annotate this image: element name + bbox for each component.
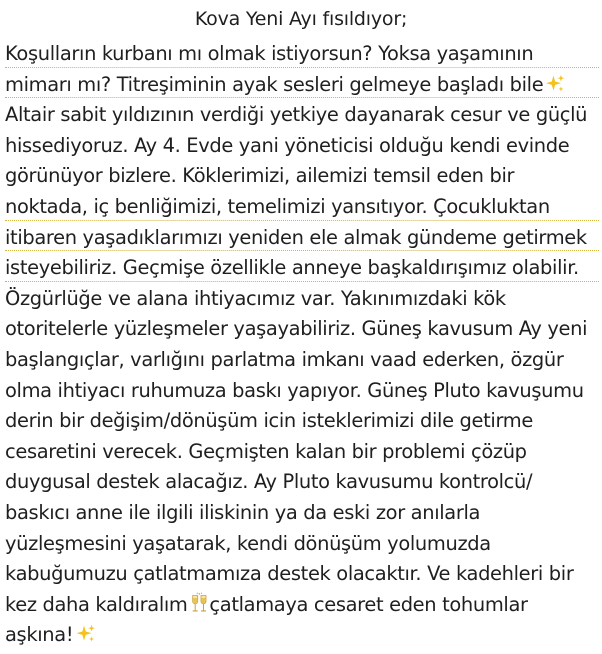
text-line: aşkına! — [5, 620, 599, 651]
clinking-glasses-icon — [189, 592, 209, 624]
text-line: noktada, iç benliğimizi, temelimizi yansıtıyor. Çocukluktan — [5, 192, 599, 223]
text-line: kez daha kaldıralım çatlamaya cesaret eden tohumlar — [5, 590, 599, 621]
text-line: cesaretini verecek. Geçmişten kalan bir problemi çözüp — [5, 439, 527, 463]
sparkles-icon — [545, 73, 565, 104]
sparkles-icon — [75, 623, 95, 654]
text-line: görünüyor bizlere. Köklerimizi, ailemizi temsil eden bir — [5, 164, 515, 188]
text-line: olma ihtiyacı ruhumuza baskı yapıyor. Güneş Pluto kavuşumu — [5, 378, 584, 402]
document-title: Kova Yeni Ayı fısıldıyor; — [194, 8, 408, 30]
text-line: derin bir değişim/dönüşüm icin isteklerimizi dile getirme — [5, 409, 533, 433]
text-line: Özgürlüğe ve alana ihtiyacımız var. Yakınımızdaki kök — [5, 286, 506, 310]
text-line: kabuğumuzu çatlatmamıza destek olacaktır. Ve kadehleri bir — [5, 562, 574, 586]
text-line: mimarı mı? Titreşiminin ayak sesleri gelmeye başladı bile — [5, 70, 599, 101]
text-line: yüzleşmesini yaşatarak, kendi dönüşüm yolumuzda — [5, 531, 491, 555]
text-line: baskıcı anne ile ilgili iliskinin ya da eski zor anılarla — [5, 500, 481, 524]
document-body — [5, 39, 601, 651]
text-line: otoritelerle yüzleşmeler yaşayabiliriz. Güneş kavusum Ay yeni — [5, 317, 588, 341]
text-line: hissediyoruz. Ay 4. Evde yani yöneticisi olduğu kendi evinde — [5, 133, 570, 157]
text-line: isteyebiliriz. Geçmişe özellikle anneye başkaldırışımız olabilir. — [5, 253, 599, 284]
text-line: duygusal destek alacağız. Ay Pluto kavusumu kontrolcü/ — [5, 470, 533, 494]
text-line: Koşulların kurbanı mı olmak istiyorsun? Yoksa yaşamının — [5, 39, 599, 70]
text-line: Altair sabit yıldızının verdiği yetkiye dayanarak cesur ve güçlü — [5, 103, 588, 127]
text-line: itibaren yaşadıklarımızı yeniden ele almak gündeme getirmek — [5, 223, 599, 254]
text-line: başlangıçlar, varlığını parlatma imkanı vaad ederken, özgür — [5, 347, 564, 371]
